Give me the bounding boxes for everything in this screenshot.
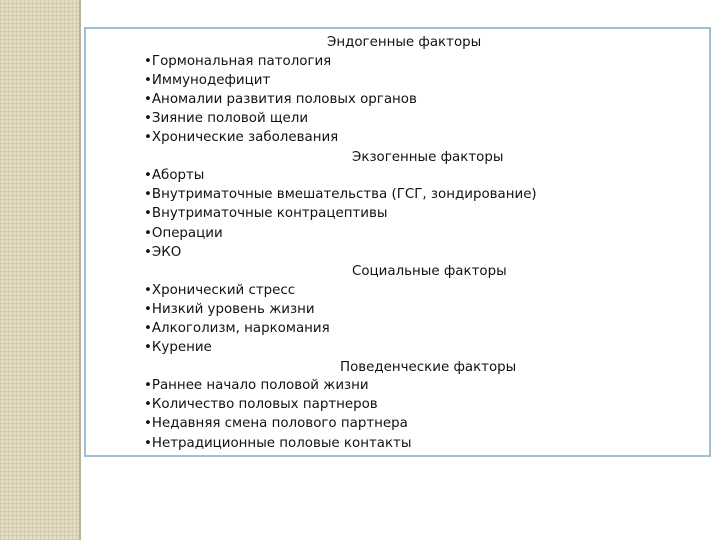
list-item: •Аборты xyxy=(144,168,205,183)
list-item: •Количество половых партнеров xyxy=(144,397,378,412)
section-heading-endogenous: Эндогенные факторы xyxy=(327,35,482,50)
list-item: •Гормональная патология xyxy=(144,54,332,69)
list-item: •Раннее начало половой жизни xyxy=(144,378,369,393)
list-item: •Алкоголизм, наркомания xyxy=(144,321,330,336)
list-item: •Внутриматочные контрацептивы xyxy=(144,206,388,221)
list-item: •Низкий уровень жизни xyxy=(144,302,315,317)
section-heading-exogenous: Экзогенные факторы xyxy=(352,150,504,165)
list-item: •Аномалии развития половых органов xyxy=(144,92,417,107)
list-item: •Недавняя смена полового партнера xyxy=(144,416,408,431)
list-item: •Операции xyxy=(144,226,223,241)
section-heading-behavioral: Поведенческие факторы xyxy=(340,360,517,375)
decorative-sidebar xyxy=(0,0,79,540)
list-item: •Курение xyxy=(144,340,212,355)
list-item: •Хронический стресс xyxy=(144,283,296,298)
list-item: •Хронические заболевания xyxy=(144,130,339,145)
list-item: •Зияние половой щели xyxy=(144,111,309,126)
list-item: •Иммунодефицит xyxy=(144,73,271,88)
list-item: •Нетрадиционные половые контакты xyxy=(144,436,412,451)
sidebar-divider xyxy=(79,0,81,540)
list-item: •ЭКО xyxy=(144,245,182,260)
section-heading-social: Социальные факторы xyxy=(352,264,507,279)
list-item: •Внутриматочные вмешательства (ГСГ, зондирование) xyxy=(144,187,537,202)
